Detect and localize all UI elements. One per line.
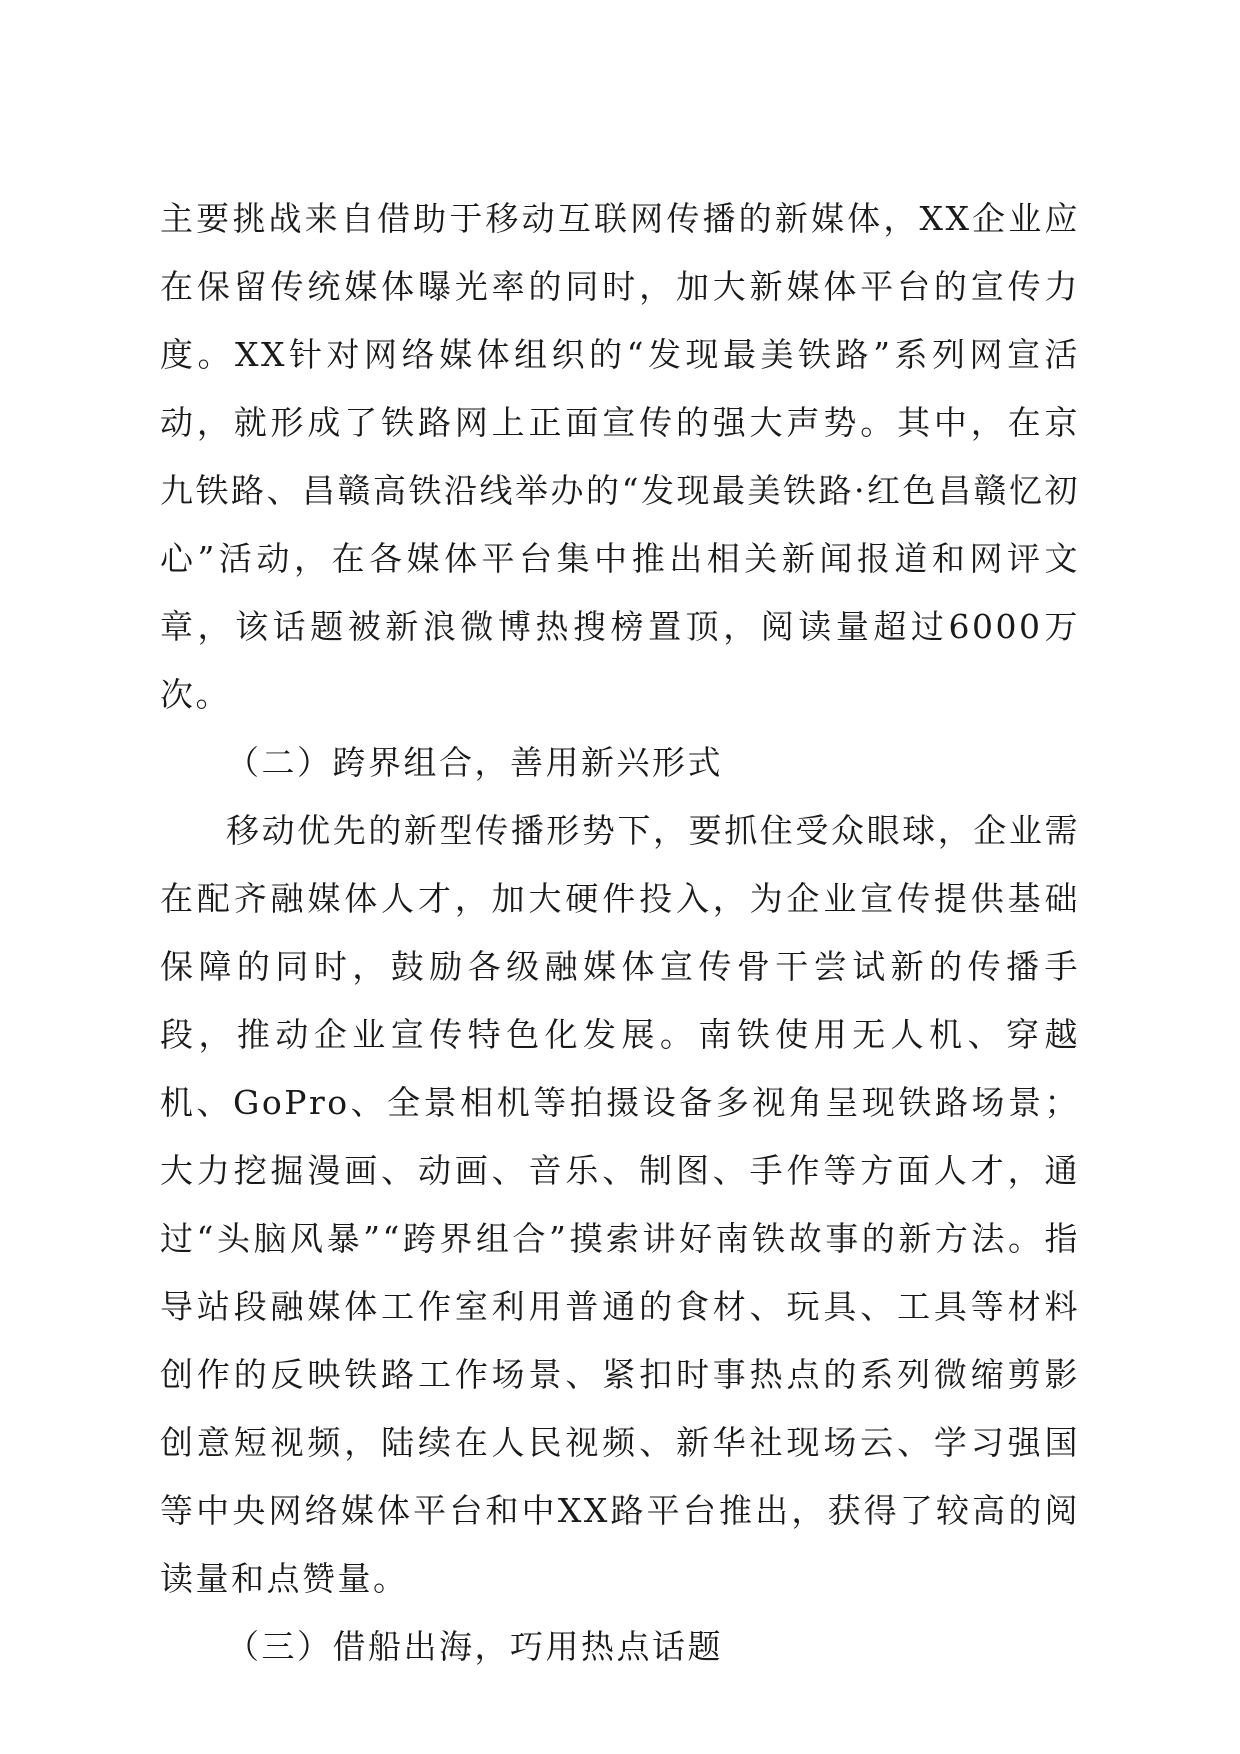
section-heading: （三）借船出海，巧用热点话题 (226, 1627, 723, 1666)
body-paragraph: 主要挑战来自借助于移动互联网传播的新媒体，XX企业应在保留传统媒体曝光率的同时，加大新媒体平台的宣传力度。XX针对网络媒体组织的“发现最美铁路”系列网宣活动，就形成了铁路网上正面宣传的强大声势。其中，在京九铁路、昌赣高铁沿线举办的“发现最美铁路·红色昌赣忆初心”活动，在各媒体平台集中推出相关新闻报道和网评文章，该话题被新浪微博热搜榜置顶，阅读量超过6000万次。 (160, 199, 1080, 714)
body-paragraph: 移动优先的新型传播形势下，要抓住受众眼球，企业需在配齐融媒体人才，加大硬件投入，为企业宣传提供基础保障的同时，鼓励各级融媒体宣传骨干尝试新的传播手段，推动企业宣传特色化发展。南铁使用无人机、穿越机、GoPro、全景相机等拍摄设备多视角呈现铁路场景；大力挖掘漫画、动画、音乐、制图、手作等方面人才，通过“头脑风暴”“跨界组合”摸索讲好南铁故事的新方法。指导站段融媒体工作室利用普通的食材、玩具、工具等材料创作的反映铁路工作场景、紧扣时事热点的系列微缩剪影创意短视频，陆续在人民视频、新华社现场云、学习强国等中央网络媒体平台和中XX路平台推出，获得了较高的阅读量和点赞量。 (160, 811, 1080, 1598)
section-heading: （二）跨界组合，善用新兴形式 (226, 743, 723, 782)
document-body (160, 185, 1080, 1681)
